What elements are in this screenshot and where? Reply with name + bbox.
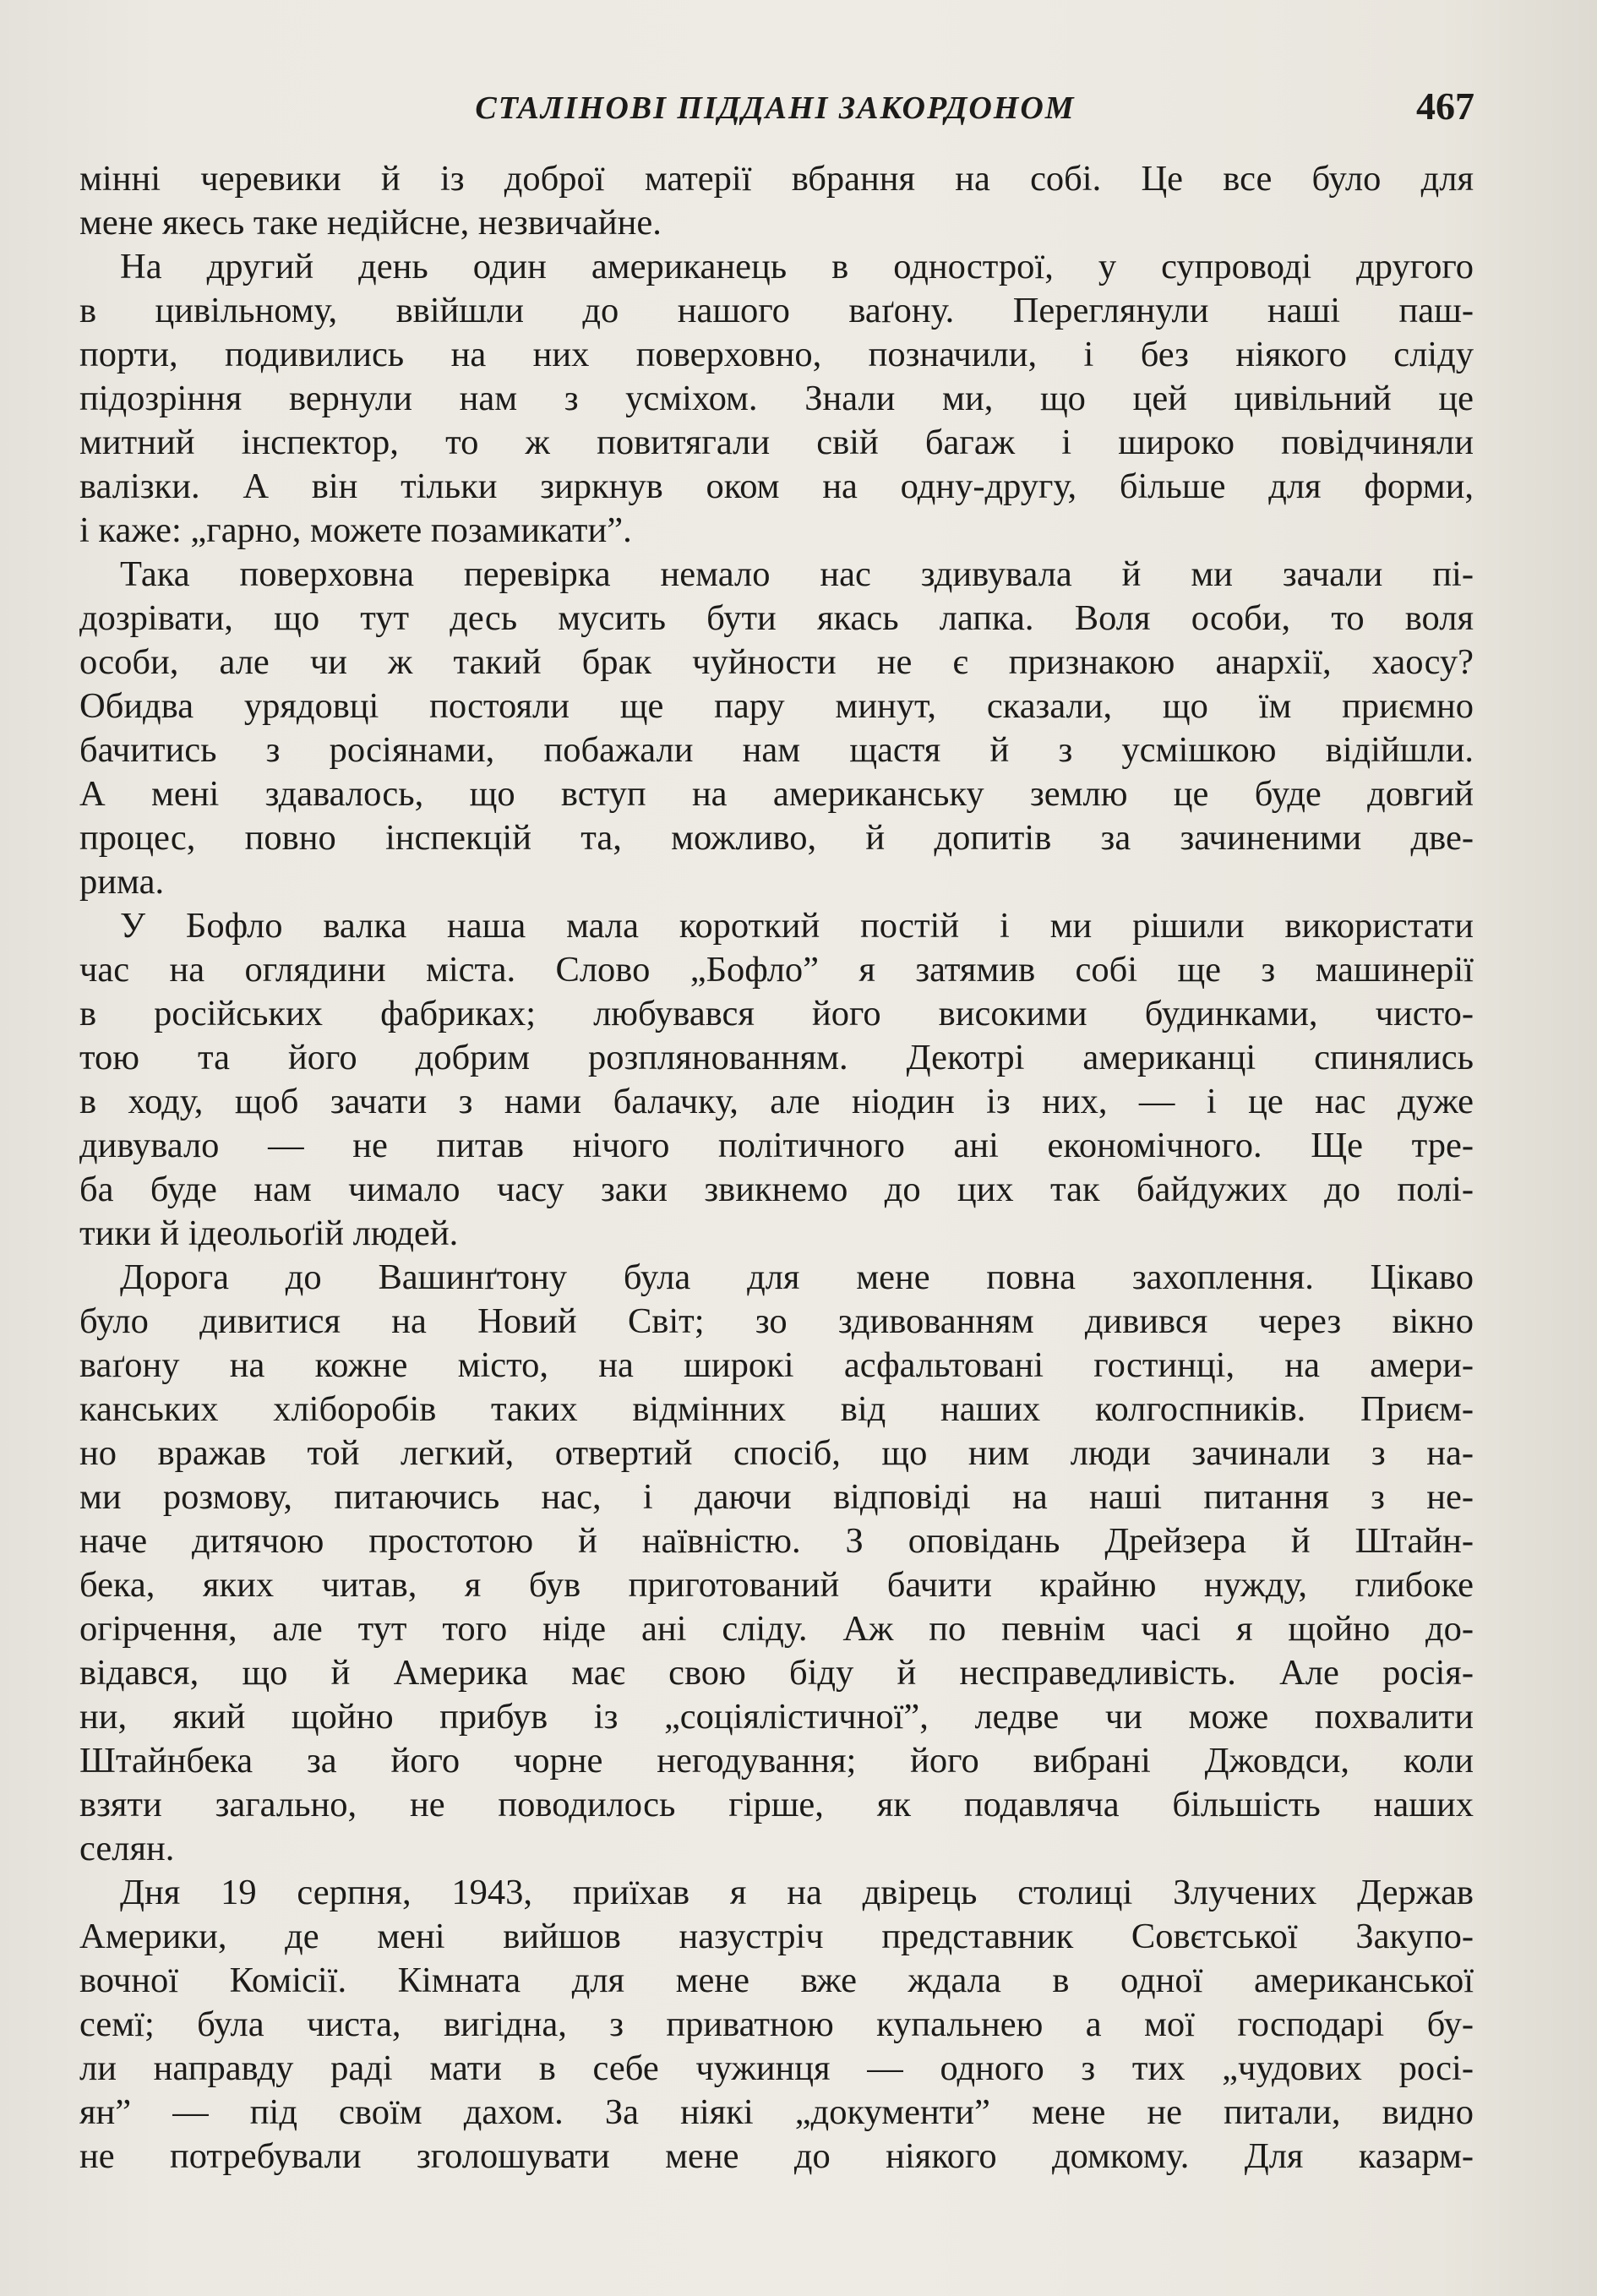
text-line: ба буде нам чимало часу заки звикнемо до цих так байдужих до полі- — [79, 1170, 1474, 1209]
text-line: На другий день один американець в однострої, у супроводі другого — [120, 247, 1474, 286]
text-line: ни, який щойно прибув із „соціялістичної”, ледве чи може похвалити — [79, 1697, 1474, 1737]
text-line: в цивільному, ввійшли до нашого ваґону. Переглянули наші паш- — [79, 291, 1474, 330]
paragraph — [79, 1256, 1474, 1871]
text-line: рима. — [79, 862, 165, 902]
text-line: ли направду раді мати в себе чужинця — одного з тих „чудових росі- — [79, 2048, 1474, 2088]
text-line: наче дитячою простотою й наївністю. З оповідань Дрейзера й Штайн- — [79, 1521, 1474, 1561]
text-line: Америки, де мені вийшов назустріч представник Совєтської Закупо- — [79, 1917, 1474, 1956]
text-line: в ходу, щоб зачати з нами балачку, але ніодин із них, — і це нас дуже — [79, 1082, 1474, 1121]
text-line: і каже: „гарно, можете позамикати”. — [79, 510, 632, 550]
text-line: дозрівати, що тут десь мусить бути якась лапка. Воля особи, то воля — [79, 598, 1474, 638]
text-line: тики й ідеольоґій людей. — [79, 1213, 459, 1253]
text-line: ми розмову, питаючись нас, і даючи відповіді на наші питання з не- — [79, 1477, 1474, 1517]
text-line: порти, подивились на них поверховно, позначили, і без ніякого сліду — [79, 335, 1474, 374]
text-line: бека, яких читав, я був приготований бачити крайню нужду, глибоке — [79, 1565, 1474, 1605]
text-line: Дорога до Вашинґтону була для мене повна захоплення. Цікаво — [120, 1257, 1474, 1297]
text-line: тою та його добрим розплянованням. Декотрі американці спинялись — [79, 1038, 1474, 1077]
text-line: мене якесь таке недійсне, незвичайне. — [79, 203, 662, 243]
text-line: ян” — під своїм дахом. За ніякі „документи” мене не питали, видно — [79, 2092, 1474, 2132]
paragraph — [79, 245, 1474, 553]
text-line: Обидва урядовці постояли ще пару минут, сказали, що їм приємно — [79, 686, 1474, 726]
text-line: У Бофло валка наша мала короткий постій і ми рішили використати — [120, 906, 1474, 946]
text-line: селян. — [79, 1829, 175, 1868]
text-line: Штайнбека за його чорне негодування; його вибрані Джовдси, коли — [79, 1741, 1474, 1781]
body-text — [79, 157, 1474, 2179]
running-title: СТАЛІНОВІ ПІДДАНІ ЗАКОРДОНОМ — [475, 90, 1076, 126]
text-line: бачитись з росіянами, побажали нам щастя й з усмішкою відійшли. — [79, 730, 1474, 770]
paragraph — [79, 904, 1474, 1256]
text-line: Така поверховна перевірка немало нас здивувала й ми зачали пі- — [120, 554, 1474, 594]
text-line: дивувало — не питав нічого політичного ані економічного. Ще тре- — [79, 1126, 1474, 1165]
text-line: було дивитися на Новий Світ; зо здивованням дивився через вікно — [79, 1301, 1474, 1341]
text-line: мінні черевики й із доброї матерії вбрання на собі. Це все було для — [79, 159, 1474, 199]
text-line: підозріння вернули нам з усміхом. Знали ми, що цей цивільний це — [79, 379, 1474, 418]
text-line: ваґону на кожне місто, на широкі асфальтовані гостинці, на амери- — [79, 1345, 1474, 1385]
text-line: валізки. А він тільки зиркнув оком на одну-другу, більше для форми, — [79, 466, 1474, 506]
text-line: не потребували зголошувати мене до ніякого домкому. Для казарм- — [79, 2136, 1474, 2176]
text-line: канських хліборобів таких відмінних від наших колгоспників. Приєм- — [79, 1389, 1474, 1429]
text-line: особи, але чи ж такий брак чуйности не є признакою анархії, хаосу? — [79, 642, 1474, 682]
text-line: час на оглядини міста. Слово „Бофло” я затямив собі ще з машинерії — [79, 950, 1474, 990]
running-head — [76, 86, 1474, 130]
text-line: взяти загально, не поводилось гірше, як подавляча більшість наших — [79, 1785, 1474, 1824]
text-line: семї; була чиста, вигідна, з приватною купальнею а мої господарі бу- — [79, 2004, 1474, 2044]
text-line: в російських фабриках; любувався його високими будинками, чисто- — [79, 994, 1474, 1033]
text-line: вочної Комісії. Кімната для мене вже ждала в одної американської — [79, 1961, 1474, 2000]
text-line: но вражав той легкий, отвертий спосіб, що ним люди зачинали з на- — [79, 1433, 1474, 1473]
text-line: митний інспектор, то ж повитягали свій багаж і широко повідчиняли — [79, 423, 1474, 462]
text-line: відався, що й Америка має свою біду й несправедливість. Але росія- — [79, 1653, 1474, 1693]
paragraph — [79, 157, 1474, 245]
text-line: процес, повно інспекцій та, можливо, й допитів за зачиненими две- — [79, 818, 1474, 858]
paragraph — [79, 1871, 1474, 2179]
page-number: 467 — [1416, 85, 1474, 128]
text-line: огірчення, але тут того ніде ані сліду. Аж по певнім часі я щойно до- — [79, 1609, 1474, 1649]
text-line: Дня 19 серпня, 1943, приїхав я на двірець столиці Злучених Держав — [120, 1873, 1474, 1912]
paragraph — [79, 553, 1474, 904]
text-line: А мені здавалось, що вступ на американську землю це буде довгий — [79, 774, 1474, 814]
